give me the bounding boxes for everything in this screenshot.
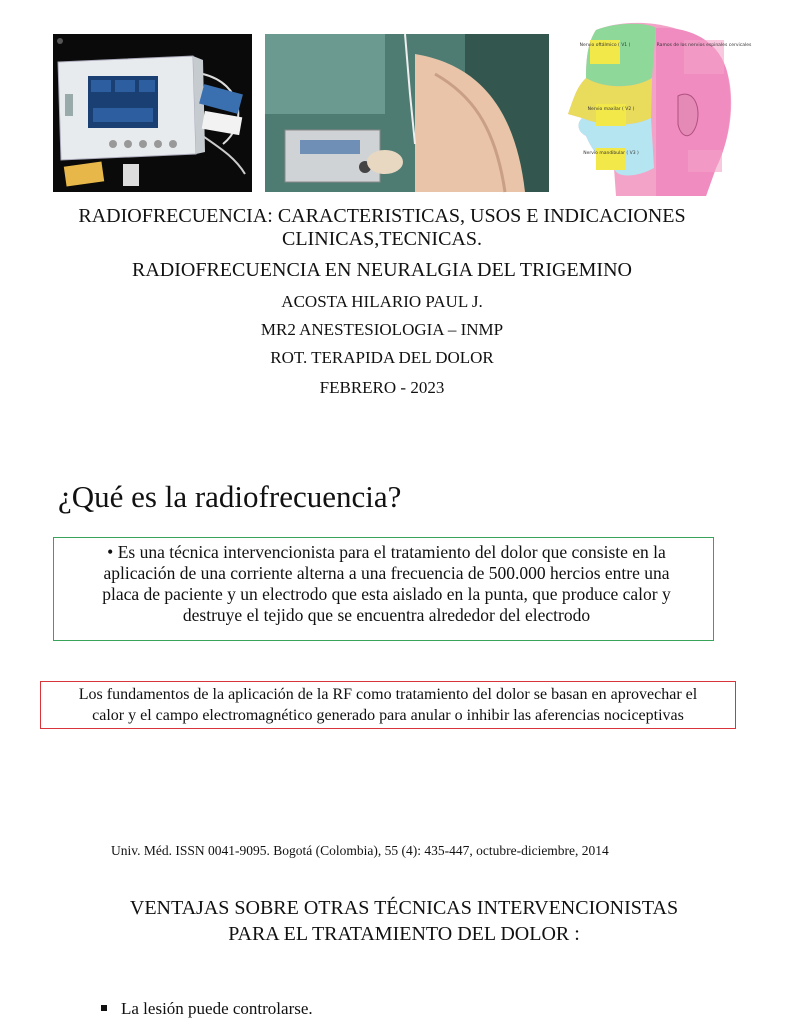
fundamentals-line-2: calor y el campo electromagnético generado para anular o inhibir las aferencias nociceptivas: [92, 707, 684, 724]
trigeminal-nerve-head-diagram: [556, 18, 752, 198]
v2-label: Nervio maxilar ( V2 ): [587, 107, 635, 112]
subtitle: RADIOFRECUENCIA EN NEURALGIA DEL TRIGEMINO: [132, 259, 632, 281]
definition-box: [53, 537, 714, 641]
definition-text-1: Es una técnica intervencionista para el tratamiento del dolor que consiste en la: [117, 542, 666, 562]
role: MR2 ANESTESIOLOGIA – INMP: [260, 320, 504, 339]
bullet-dot: •: [107, 542, 118, 562]
v3-label: Nervio mandibular ( V3 ): [583, 151, 639, 156]
advantages-title-line-2: PARA EL TRATAMIENTO DEL DOLOR :: [228, 923, 580, 945]
surgery-procedure-photo: [265, 34, 549, 192]
fundamentals-line-1: Los fundamentos de la aplicación de la RF como tratamiento del dolor se basan en aprovechar el: [78, 686, 698, 703]
title-line-2: CLINICAS,TECNICAS.: [281, 228, 482, 250]
advantages-title-line-1: VENTAJAS SOBRE OTRAS TÉCNICAS INTERVENCIONISTAS: [129, 897, 679, 919]
citation: Univ. Méd. ISSN 0041-9095. Bogotá (Colombia), 55 (4): 435-447, octubre-diciembre, 2014: [111, 843, 609, 858]
square-bullet-icon: [101, 1005, 107, 1011]
author: ACOSTA HILARIO PAUL J.: [281, 292, 483, 311]
title-line-1: RADIOFRECUENCIA: CARACTERISTICAS, USOS E INDICACIONES: [78, 205, 686, 227]
definition-line-4: destruye el tejido que se encuentra alrededor del electrodo: [182, 605, 591, 625]
advantage-item: [101, 999, 313, 1019]
rf-generator-device-photo: [53, 34, 252, 192]
fundamentals-box: [40, 681, 736, 729]
v1-label: Nervio oftálmico ( V1 ): [579, 43, 631, 48]
question-heading: ¿Qué es la radiofrecuencia?: [58, 479, 402, 514]
date: FEBRERO - 2023: [319, 378, 445, 397]
rotation: ROT. TERAPIDA DEL DOLOR: [270, 348, 494, 367]
definition-line-2: aplicación de una corriente alterna a una frecuencia de 500.000 hercios entre una: [103, 563, 670, 583]
advantage-item-text: La lesión puede controlarse.: [121, 999, 313, 1018]
cervical-label: Ramos de los nervios espinales cervicales: [656, 43, 752, 48]
definition-line-3: placa de paciente y un electrodo que esta aislado en la punta, que produce calor y: [102, 584, 671, 604]
definition-line-1: [70, 542, 703, 563]
